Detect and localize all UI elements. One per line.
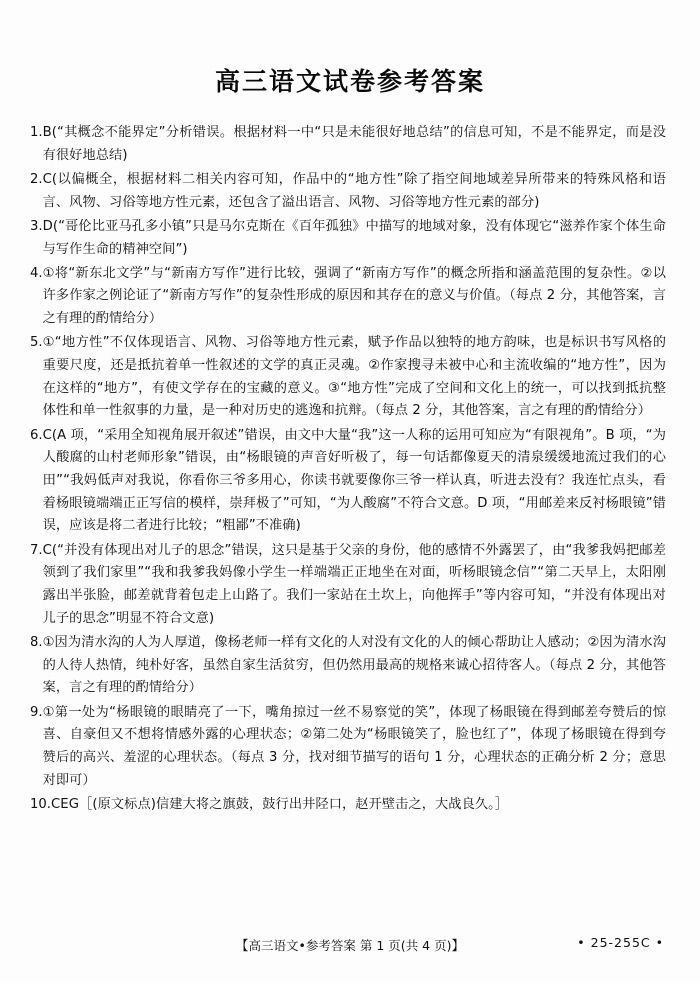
answer-number: 4. bbox=[30, 265, 43, 281]
answer-text: CEG［(原文标点)信建大将之旗鼓，鼓行出井陉口，赵开壁击之，大战良久。］ bbox=[50, 796, 509, 812]
footer-bracket-right: 】 bbox=[451, 939, 465, 954]
answer-number: 2. bbox=[30, 171, 43, 187]
answer-text: B(“其概念不能界定”分析错误。根据材料一中“只是未能很好地总结”的信息可知，不是不能界定，而是没有很好地总结) bbox=[42, 125, 666, 163]
answer-number: 9. bbox=[30, 704, 43, 720]
answer-item bbox=[30, 794, 666, 817]
footer-paper-code: • 25-255C • bbox=[577, 935, 664, 950]
footer-bracket-left: 【 bbox=[235, 939, 249, 954]
answer-text: ①将“新东北文学”与“新南方写作”进行比较，强调了“新南方写作”的概念所指和涵盖范围的复杂性。②以许多作家之例论证了“新南方写作”的复杂性形成的原因和其存在的意义与价值。（每点 2 分，其他答案，言之有理的酌情给分） bbox=[42, 265, 666, 327]
answer-number: 7. bbox=[30, 542, 43, 558]
answer-item bbox=[30, 540, 666, 631]
answer-number: 5. bbox=[30, 335, 43, 351]
answer-item bbox=[30, 332, 666, 423]
footer-page-label: 高三语文•参考答案 第 1 页(共 4 页) bbox=[248, 938, 452, 953]
answer-text: ①第一处为“杨眼镜的眼睛亮了一下，嘴角掠过一丝不易察觉的笑”，体现了杨眼镜在得到邮差夸赞后的惊喜、自豪但又不想将情感外露的心理状态；②第二处为“杨眼镜笑了，脸也红了”，体现了杨眼镜在得到夸赞后的高兴、羞涩的心理状态。（每点 3 分，找对细节描写的语句 1 分，心理状态的正确分析 2 分；意思对即可） bbox=[42, 704, 666, 788]
answers-list bbox=[30, 104, 666, 817]
answer-number: 10. bbox=[30, 796, 51, 812]
answer-item bbox=[30, 263, 666, 331]
answer-item bbox=[30, 122, 666, 167]
answer-number: 8. bbox=[30, 634, 43, 650]
answer-item bbox=[30, 702, 666, 793]
answer-number: 1. bbox=[30, 125, 43, 140]
answer-text: D(“哥伦比亚马孔多小镇”只是马尔克斯在《百年孤独》中描写的地域对象，没有体现它“滋养作家个体生命与写作生命的精神空间”) bbox=[42, 218, 666, 257]
answer-text: C(“并没有体现出对儿子的思念”错误，这只是基于父亲的身份，他的感情不外露罢了，由“我爹我妈把邮差领到了我们家里”“我和我爹我妈像小学生一样端端正正地坐在对面，听杨眼镜念信”“第二天早上，太阳刚露出半张脸，邮差就背着包走上山路了。我们一家站在土坎上，向他挥手”等内容可知，“并没有体现出对儿子的思念”明显不符合文意) bbox=[42, 542, 666, 626]
answer-item bbox=[30, 632, 666, 700]
answer-text: C(以偏概全，根据材料二相关内容可知，作品中的“地方性”除了指空间地域差异所带来的特殊风格和语言、风物、习俗等地方性元素，还包含了溢出语言、风物、习俗等地方性元素的部分) bbox=[42, 171, 666, 210]
answer-item bbox=[30, 169, 666, 214]
answer-text: ①“地方性”不仅体现语言、风物、习俗等地方性元素，赋予作品以独特的地方韵味，也是标识书写风格的重要尺度，还是抵抗着单一性叙述的文学的真正灵魂。②作家搜寻未被中心和主流收编的“地方性”，因为在这样的“地方”，有使文学存在的宝藏的意义。③“地方性”完成了空间和文化上的统一，可以找到抵抗整体性和单一性叙事的力量，是一种对历史的逃逸和抗辩。（每点 2 分，其他答案，言之有理的酌情给分） bbox=[42, 335, 666, 419]
answer-item bbox=[30, 216, 666, 261]
answer-item bbox=[30, 425, 666, 539]
answer-number: 6. bbox=[30, 427, 43, 443]
answer-text: ①因为清水沟的人为人厚道，像杨老师一样有文化的人对没有文化的人的倾心帮助让人感动；②因为清水沟的人待人热情，纯朴好客，虽然自家生活贫穷，但仍然用最高的规格来诚心招待客人。（每点 2 分，其他答案，言之有理的酌情给分） bbox=[42, 634, 666, 696]
answer-text: C(A 项，“采用全知视角展开叙述”错误，由文中大量“我”这一人称的运用可知应为“有限视角”。B 项，“为人酸腐的山村老师形象”错误，由“杨眼镜的声音好听极了，每一句话都像夏天的清泉缓缓地流过我们的心田”“我妈低声对我说，你看你三爷多用心，你读书就要像你三爷一样认真，听进去没有？我连忙点头，看着杨眼镜端端正正写信的模样，崇拜极了”可知，“为人酸腐”不符合文意。D 项，“用邮差来反衬杨眼镜”错误，应该是将二者进行比较；“粗鄙”不准确) bbox=[42, 427, 666, 534]
page-title: 高三语文试卷参考答案 bbox=[214, 67, 485, 96]
page-footer bbox=[0, 935, 700, 957]
answer-number: 3. bbox=[30, 218, 43, 234]
footer-center-block bbox=[236, 935, 465, 954]
